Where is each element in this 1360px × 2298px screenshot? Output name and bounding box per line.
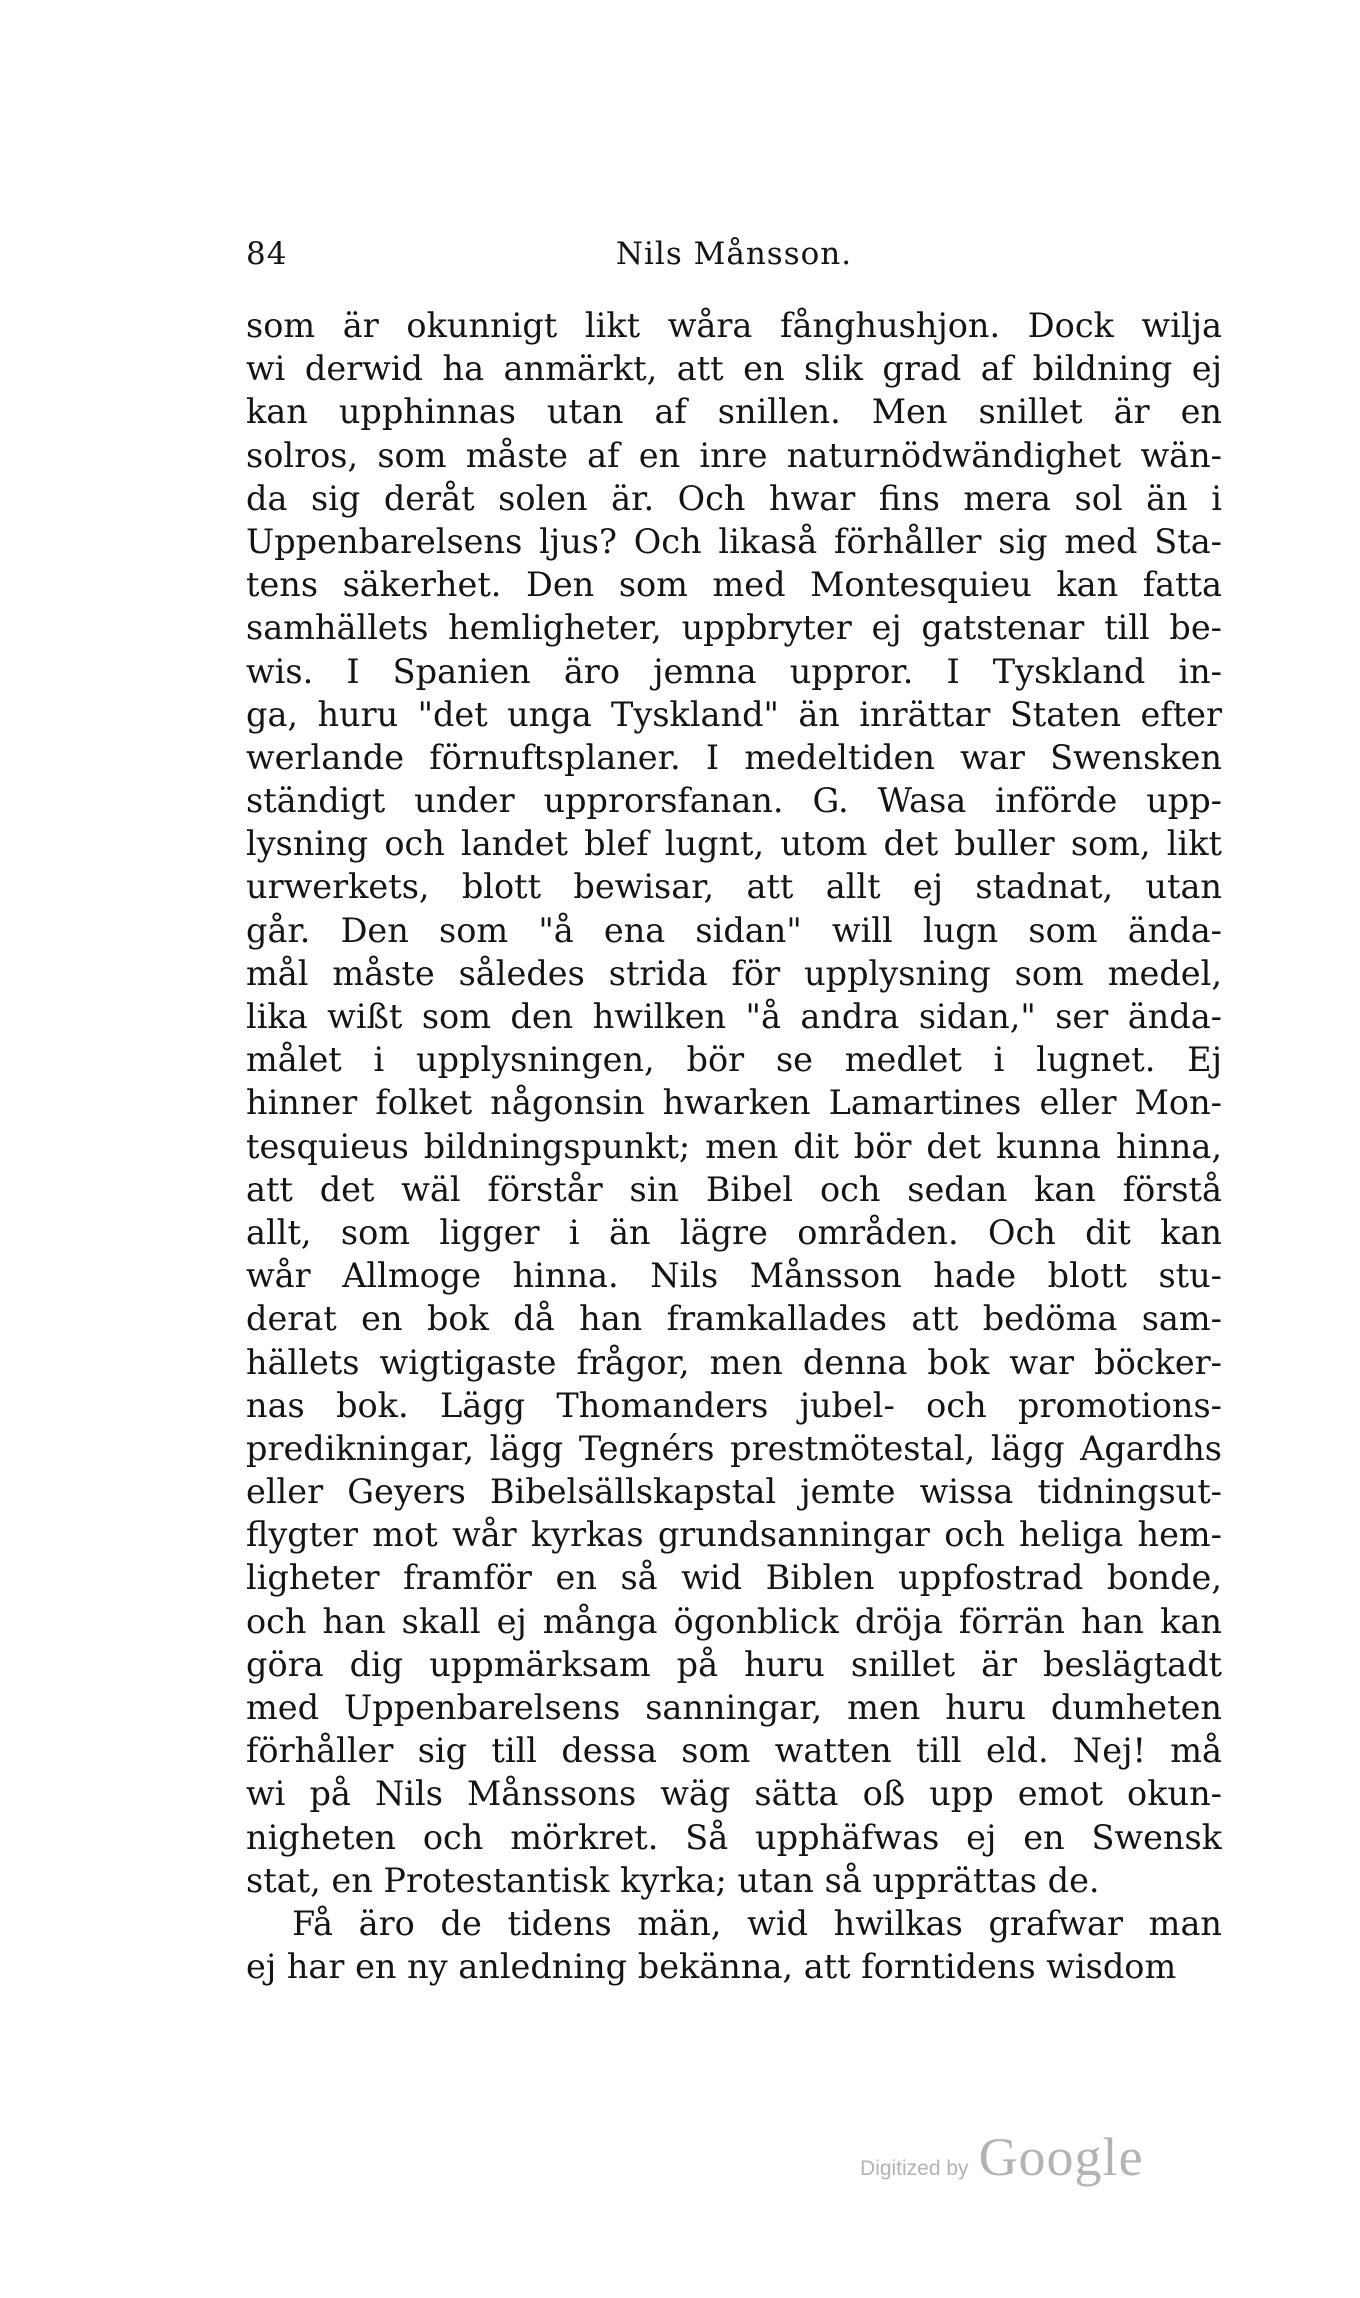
text-line: nigheten och mörkret. Så upphäfwas ej en Swensk [246,1817,1222,1857]
text-line: predikningar, lägg Tegnérs prestmötestal, lägg Agardhs [246,1428,1222,1468]
text-line: lika wißt som den hwilken "å andra sidan," ser ända- [246,997,1222,1036]
text-line: Få äro de tidens män, wid hwilkas grafwar man [292,1903,1222,1943]
text-line: förhåller sig till dessa som watten till eld. Nej! må [246,1731,1222,1771]
body-text [246,304,1222,1988]
page-header [246,236,1222,284]
text-line: da sig deråt solen är. Och hwar fins mera sol än i [246,478,1222,518]
text-line: Uppenbarelsens ljus? Och likaså förhåller sig med Sta- [246,521,1222,561]
text-line: stat, en Protestantisk kyrka; utan så upprättas de. [246,1860,1100,1900]
text-line: göra dig uppmärksam på huru snillet är beslägtadt [246,1644,1222,1684]
text-line: flygter mot wår kyrkas grundsanningar och heliga hem- [246,1515,1222,1555]
text-line: ga, huru "det unga Tyskland" än inrättar Staten efter [246,694,1222,734]
text-line: mål måste således strida för upplysning som medel, [246,953,1222,993]
text-line: går. Den som "å ena sidan" will lugn som ända- [246,910,1222,950]
text-line: wis. I Spanien äro jemna uppror. I Tyskland in- [246,651,1222,691]
text-line: lysning och landet blef lugnt, utom det buller som, likt [246,824,1222,864]
page-number: 84 [246,236,288,272]
text-line: ligheter framför en så wid Biblen uppfostrad bonde, [246,1558,1222,1598]
text-line: wi derwid ha anmärkt, att en slik grad af bildning ej [246,349,1222,389]
text-line: wi på Nils Månssons wäg sätta oß upp emot okun- [246,1774,1222,1814]
text-line: samhällets hemligheter, uppbryter ej gatstenar till be- [246,608,1222,648]
text-line: att det wäl förstår sin Bibel och sedan kan förstå [246,1169,1222,1209]
text-line: ständigt under upprorsfanan. G. Wasa införde upp- [246,781,1222,821]
digitization-watermark [860,2126,1160,2190]
text-line: werlande förnuftsplaner. I medeltiden war Swensken [246,737,1222,777]
text-line: hinner folket någonsin hwarken Lamartines eller Mon- [246,1083,1222,1123]
text-line: wår Allmoge hinna. Nils Månsson hade blott stu- [246,1256,1222,1296]
text-line: hällets wigtigaste frågor, men denna bok war böcker- [246,1342,1222,1382]
text-line: målet i upplysningen, bör se medlet i lugnet. Ej [246,1040,1222,1080]
text-line: tens säkerhet. Den som med Montesquieu kan fatta [246,565,1222,605]
text-line: solros, som måste af en inre naturnödwändighet wän- [246,435,1222,475]
watermark-label: Digitized by [860,2157,969,2180]
google-logo: Google [978,2127,1144,2187]
text-line: derat en bok då han framkallades att bedöma sam- [246,1299,1222,1339]
text-line: med Uppenbarelsens sanningar, men huru dumheten [246,1688,1222,1727]
text-line: ej har en ny anledning bekänna, att forntidens wisdom [246,1947,1177,1987]
text-line: och han skall ej många ögonblick dröja förrän han kan [246,1601,1222,1641]
text-line: nas bok. Lägg Thomanders jubel- och promotions- [246,1385,1222,1425]
text-line: allt, som ligger i än lägre områden. Och dit kan [246,1212,1222,1252]
running-title: Nils Månsson. [615,236,853,272]
text-line: kan upphinnas utan af snillen. Men snillet är en [246,392,1222,432]
text-line: som är okunnigt likt wåra fånghushjon. Dock wilja [246,306,1222,345]
text-line: tesquieus bildningspunkt; men dit bör det kunna hinna, [246,1126,1222,1166]
text-line: eller Geyers Bibelsällskapstal jemte wissa tidningsut- [246,1472,1222,1512]
text-line: urwerkets, blott bewisar, att allt ej stadnat, utan [246,867,1222,907]
